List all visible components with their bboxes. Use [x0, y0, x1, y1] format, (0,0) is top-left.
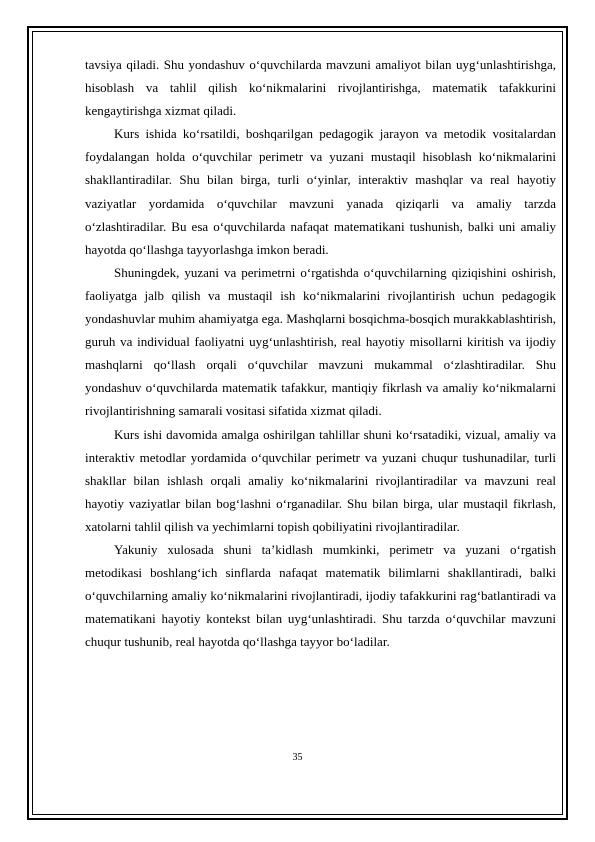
- document-body: [85, 53, 556, 653]
- paragraph: Shuningdek, yuzani va perimetrni o‘rgatishda o‘quvchilarning qiziqishini oshirish, faoliyatga jalb qilish va mustaqil ish ko‘nikmalarini rivojlantirish uchun pedagogik yondashuvlar muhim ahamiyatga ega. Mashqlarni bosqichma-bosqich murakkablashtirish, guruh va individual faoliyatni uyg‘unlashtirish, real hayotiy misollarni kiritish va ijodiy mashqlarni qo‘llash orqali o‘quvchilar mavzuni mukammal o‘zlashtiradilar. Shu yondashuv o‘quvchilarda matematik tafakkur, mantiqiy fikrlash va amaliy ko‘nikmalarni rivojlantirishning samarali vositasi sifatida xizmat qiladi.: [85, 264, 556, 419]
- paragraph: Kurs ishi davomida amalga oshirilgan tahlillar shuni ko‘rsatadiki, vizual, amaliy va interaktiv metodlar yordamida o‘quvchilar perimetr va yuzani chuqur tushunadilar, turli shakllar bilan ishlash orqali amaliy ko‘nikmalarini rivojlantiradilar va mavzuni real hayotiy vaziyatlar bilan bog‘lashni o‘rganadilar. Shu bilan birga, ular mustaqil fikrlash, xatolarni tahlil qilish va yechimlarni topish qobiliyatini rivojlantiradilar.: [85, 426, 556, 534]
- paragraph: Yakuniy xulosada shuni ta’kidlash mumkinki, perimetr va yuzani o‘rgatish metodikasi boshlang‘ich sinflarda nafaqat matematik bilimlarni shakllantiradi, balki o‘quvchilarning amaliy ko‘nikmalarini rivojlantiradi, ijodiy tafakkurini rag‘batlantiradi va matematikani hayotiy kontekst bilan uyg‘unlashtiradi. Shu tarzda o‘quvchilar mavzuni chuqur tushunib, real hayotda qo‘llashga tayyor bo‘ladilar.: [85, 541, 556, 650]
- paragraph-continuation: tavsiya qiladi. Shu yondashuv o‘quvchilarda mavzuni amaliyot bilan uyg‘unlashtirishga, hisoblash va tahlil qilish ko‘nikmalarini rivojlantirishga, matematik tafakkurini kengaytirishga xizmat qiladi.: [85, 57, 556, 119]
- page-number: 35: [292, 752, 303, 763]
- paragraph: Kurs ishida ko‘rsatildi, boshqarilgan pedagogik jarayon va metodik vositalardan foydalangan holda o‘quvchilar perimetr va yuzani mustaqil hisoblash ko‘nikmalarini shakllantiradilar. Shu bilan birga, turli o‘yinlar, interaktiv mashqlar va real hayotiy vaziyatlar yordamida o‘quvchilar mavzuni yanada qiziqarli va amaliy tarzda o‘zlashtiradilar. Bu esa o‘quvchilarda nafaqat matematikani tushunish, balki uni amaliy hayotda qo‘llashga tayyorlashga imkon beradi.: [85, 126, 556, 257]
